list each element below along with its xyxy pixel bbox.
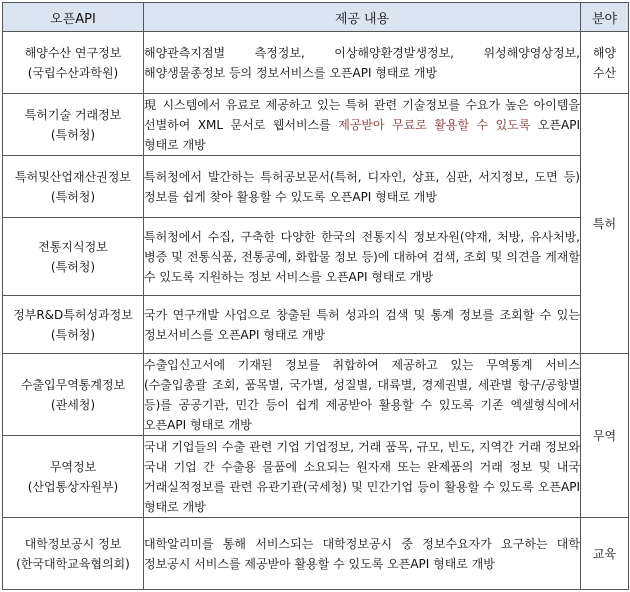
field-label: 해양 <box>592 45 617 60</box>
api-name: 정부R&D특허성과정보 <box>13 307 133 322</box>
api-name-cell <box>3 218 144 296</box>
api-name: 특허기술 거래정보 <box>24 107 122 122</box>
api-name-cell <box>3 296 144 354</box>
desc-highlight: 제공받아 무료로 활용할 수 있도록 <box>338 117 531 132</box>
api-name: 전통지식정보 <box>38 239 108 254</box>
table-row <box>3 518 629 590</box>
field-cell <box>581 94 629 354</box>
api-description: 국가 연구개발 사업으로 창출된 특허 성과의 검색 및 통계 정보를 조회할 수 있는 정보서비스를 오픈API 형태로 개방 <box>144 296 581 354</box>
api-agency: (특허청) <box>50 127 96 142</box>
api-description: 특허청에서 수집, 구축한 다양한 한국의 전통지식 정보자원(약재, 처방, 유사처방, 병증 및 전통식품, 전통공예, 화합물 정보 등)에 대하여 검색, 조회 및 의견을 게재할 수 있도록 지원하는 정보 서비스를 오픈API 형태로 개방 <box>144 218 581 296</box>
api-name-cell <box>3 354 144 436</box>
header-content: 제공 내용 <box>144 3 581 32</box>
field-label: 수산 <box>592 65 617 80</box>
api-name-cell <box>3 156 144 218</box>
table-row <box>3 94 629 156</box>
field-label: 교육 <box>592 546 617 561</box>
api-name-cell <box>3 436 144 518</box>
field-cell <box>581 354 629 518</box>
api-description: 특허청에서 발간하는 특허공보문서(특허, 디자인, 상표, 심판, 서지정보, 도면 등) 정보를 쉽게 찾아 활용할 수 있도록 오픈API 형태로 개방 <box>144 156 581 218</box>
api-description: 국내 기업들의 수출 관련 기업 기업정보, 거래 품목, 규모, 빈도, 지역간 거래 정보와 국내 기업 간 수출용 물품에 소요되는 원자재 또는 완제품의 거래 정보 및 내국 거래실적정보를 관련 유관기관(국세청) 및 민간기업 등이 활용할 수 있도록 오픈API 형태로 개방 <box>144 436 581 518</box>
field-cell <box>581 32 629 94</box>
api-name: 해양수산 연구정보 <box>24 45 122 60</box>
field-label: 무역 <box>592 428 617 443</box>
table-row <box>3 436 629 518</box>
api-name-cell <box>3 32 144 94</box>
open-api-table <box>2 2 629 590</box>
api-agency: (산업통상자원부) <box>27 479 119 494</box>
header-field: 분야 <box>581 3 629 32</box>
api-name-cell <box>3 94 144 156</box>
table-row <box>3 354 629 436</box>
api-agency: (한국대학교육협의회) <box>16 556 130 571</box>
api-description: 대학알리미를 통해 서비스되는 대학정보공시 중 정보수요자가 요구하는 대학 정보공시 서비스를 제공받아 활용할 수 있도록 오픈API 형태로 개방 <box>144 518 581 590</box>
field-label: 특허 <box>592 216 617 231</box>
api-description: 수출입신고서에 기재된 정보를 취합하여 제공하고 있는 무역통계 서비스(수출입총괄 조회, 품목별, 국가별, 성질별, 대륙별, 경제권별, 세관별 항구/공항별 등)를 공공기관, 민간 등이 쉽게 제공받아 활용할 수 있도록 기존 엑셀형식에서 오픈API 형태로 개방 <box>144 354 581 436</box>
api-name: 대학정보공시 정보 <box>24 536 122 551</box>
api-name-cell <box>3 518 144 590</box>
api-description <box>144 94 581 156</box>
header-row <box>3 3 629 32</box>
desc-text: 오픈API 형태로 개방 <box>144 117 580 152</box>
table-row <box>3 218 629 296</box>
api-agency: (특허청) <box>50 189 96 204</box>
table-row <box>3 156 629 218</box>
api-agency: (특허청) <box>50 259 96 274</box>
api-agency: (관세청) <box>50 397 96 412</box>
api-description: 해양관측지점별 측정정보, 이상해양환경발생정보, 위성해양영상정보, 해양생물종정보 등의 정보서비스를 오픈API 형태로 개방 <box>144 32 581 94</box>
desc-text: 現 시스템에서 유료로 제공하고 있는 특허 관련 기술정보를 수요가 높은 아이템을 선별하여 XML 문서로 웹서비스를 <box>144 97 580 132</box>
api-agency: (국립수산과학원) <box>27 65 119 80</box>
field-cell <box>581 518 629 590</box>
table-row <box>3 296 629 354</box>
api-name: 수출입무역통계정보 <box>20 377 126 392</box>
api-name: 무역정보 <box>49 459 97 474</box>
header-api: 오픈API <box>3 3 144 32</box>
table-row <box>3 32 629 94</box>
api-agency: (특허청) <box>50 327 96 342</box>
api-name: 특허및산업재산권정보 <box>15 169 131 184</box>
